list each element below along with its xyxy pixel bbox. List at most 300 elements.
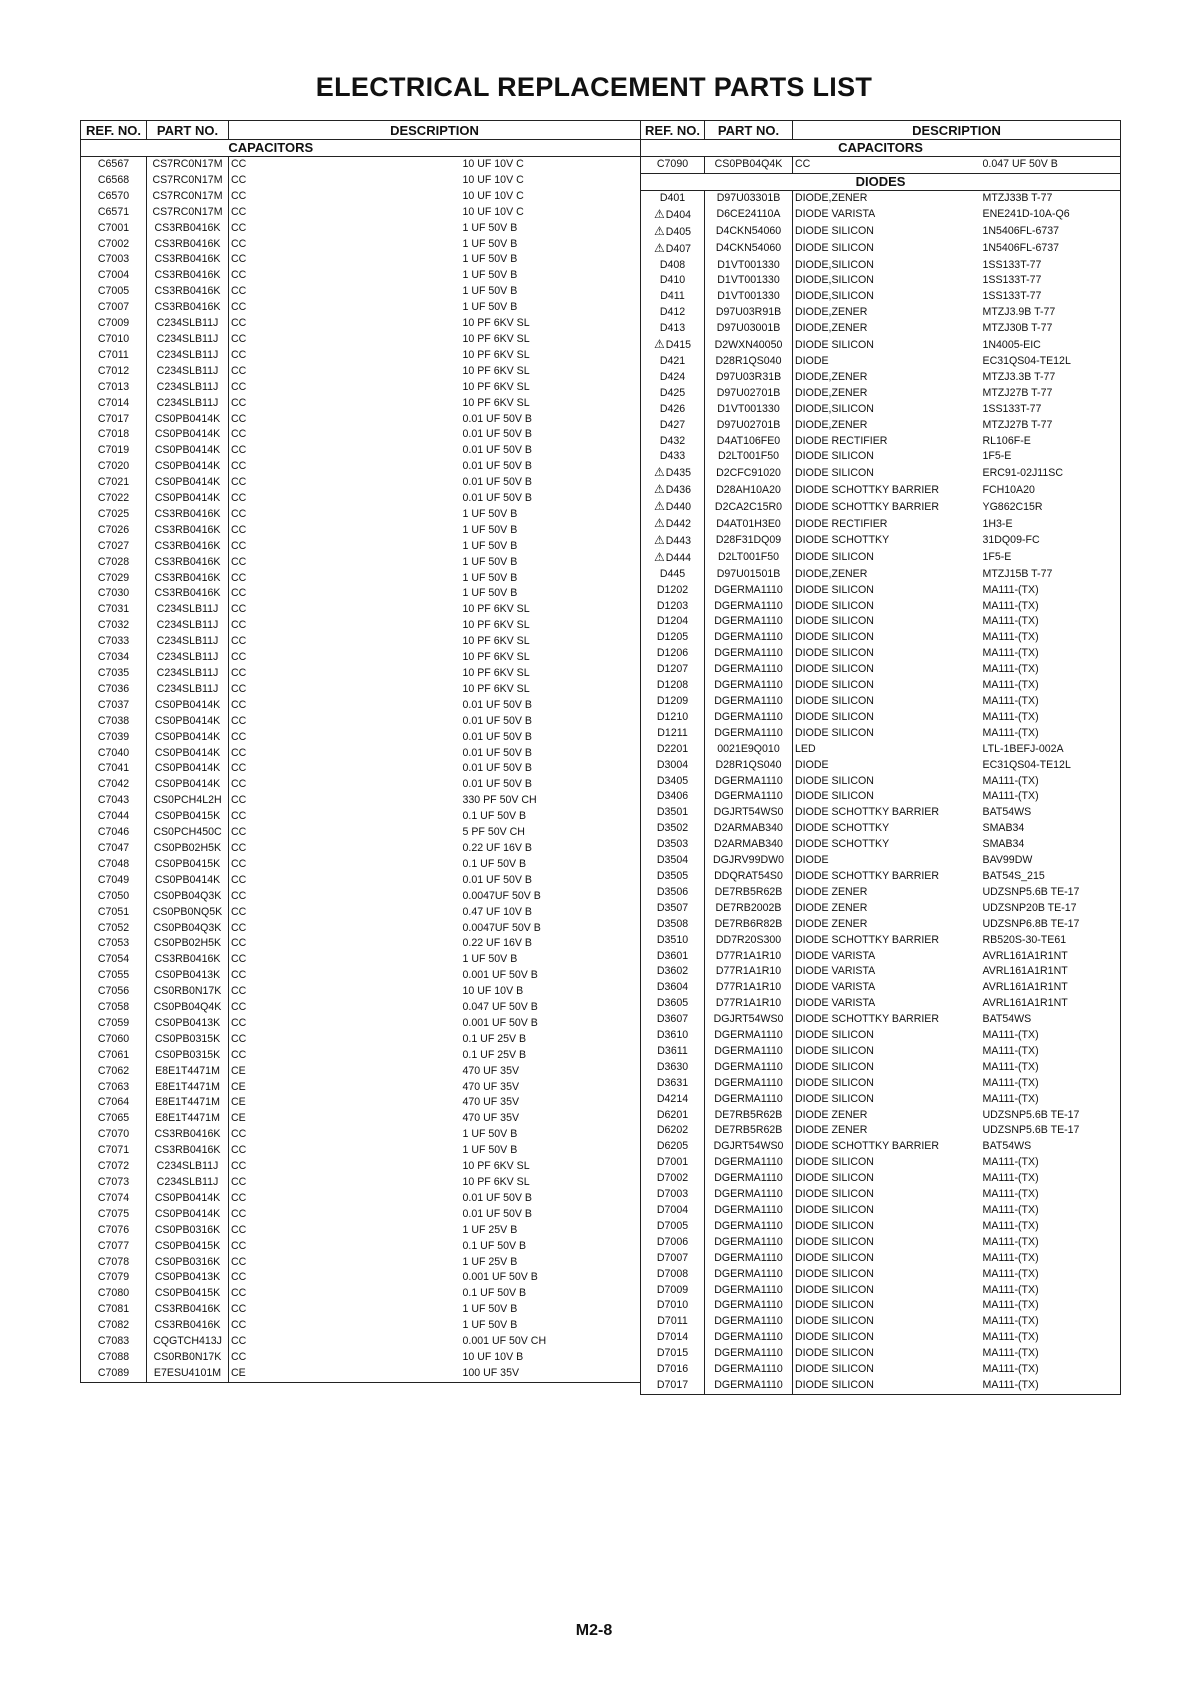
description: DIODE,ZENER [793, 305, 981, 321]
description: DIODE,ZENER [793, 567, 981, 583]
description-header: DESCRIPTION [793, 121, 1121, 140]
description: DIODE SILICON [793, 630, 981, 646]
part-no: DGERMA1110 [705, 710, 793, 726]
value: MA111-(TX) [982, 726, 1039, 739]
ref-no: C7001 [81, 221, 147, 237]
description: DIODE SILICON [793, 678, 981, 694]
part-no: D2LT001F50 [705, 449, 793, 465]
value: MTZJ15B T-77 [982, 567, 1053, 580]
ref-no-text: D7017 [656, 1378, 689, 1391]
table-row [81, 1286, 641, 1302]
value: 1 UF 50V B [462, 253, 518, 266]
table-row [641, 224, 1121, 241]
ref-no-text: D3506 [656, 885, 689, 898]
value: EC31QS04-TE12L [982, 354, 1071, 367]
ref-no-text: D7016 [656, 1363, 689, 1376]
part-no: E8E1T4471M [147, 1064, 229, 1080]
description: CC [229, 412, 461, 428]
table-row [81, 157, 641, 173]
part-no: CS3RB0416K [147, 1143, 229, 1159]
description: CC [229, 1334, 461, 1350]
ref-no [641, 678, 705, 694]
table-row [81, 189, 641, 205]
ref-no [641, 1346, 705, 1362]
table-row [81, 205, 641, 221]
ref-no-text: D3605 [656, 997, 689, 1010]
description: CC [229, 205, 461, 221]
ref-no [641, 805, 705, 821]
description: DIODE ZENER [793, 1108, 981, 1124]
part-no: CS0PB0414K [147, 777, 229, 793]
ref-no-text: D3004 [656, 758, 689, 771]
description: CC [229, 427, 461, 443]
ref-no-text: D3607 [656, 1013, 689, 1026]
table-row [641, 599, 1121, 615]
description: CE [229, 1111, 461, 1127]
ref-no [641, 726, 705, 742]
value: SMAB34 [982, 822, 1025, 835]
value: MA111-(TX) [982, 1076, 1039, 1089]
ref-no: C7039 [81, 730, 147, 746]
value: 0.01 UF 50V B [462, 476, 532, 489]
part-no: D4CKN54060 [705, 224, 793, 241]
table-row [81, 1191, 641, 1207]
part-no: C234SLB11J [147, 364, 229, 380]
ref-no: C7060 [81, 1032, 147, 1048]
section-title: CAPACITORS [81, 140, 461, 157]
value: 0.1 UF 50V B [462, 810, 527, 823]
description: CC [229, 1302, 461, 1318]
description: CC [229, 889, 461, 905]
part-no: CS3RB0416K [147, 221, 229, 237]
part-no: CS0PB0414K [147, 475, 229, 491]
table-row [81, 491, 641, 507]
value: 0.001 UF 50V B [462, 1271, 538, 1284]
table-row [641, 1219, 1121, 1235]
table-row [641, 853, 1121, 869]
value: 1 UF 50V B [462, 1303, 518, 1316]
ref-no [641, 258, 705, 274]
page-title: ELECTRICAL REPLACEMENT PARTS LIST [315, 72, 873, 102]
table-row [641, 354, 1121, 370]
table-row [81, 1255, 641, 1271]
ref-no [641, 1076, 705, 1092]
description: DIODE SILICON [793, 662, 981, 678]
description: DIODE SILICON [793, 1076, 981, 1092]
value: 0.001 UF 50V CH [462, 1335, 547, 1348]
description: DIODE SILICON [793, 1028, 981, 1044]
ref-no [641, 1028, 705, 1044]
part-no: DE7RB5R62B [705, 1108, 793, 1124]
ref-no [641, 662, 705, 678]
description: CC [229, 618, 461, 634]
value: MA111-(TX) [982, 1315, 1039, 1328]
table-row [641, 789, 1121, 805]
value: 0.047 UF 50V B [462, 1001, 538, 1014]
ref-no-header: REF. NO. [81, 121, 147, 140]
description: DIODE VARISTA [793, 996, 981, 1012]
value: MA111-(TX) [982, 1060, 1039, 1073]
value: 0.01 UF 50V B [462, 778, 532, 791]
ref-no: C7027 [81, 539, 147, 555]
value: 0.01 UF 50V B [462, 873, 532, 886]
description: CC [229, 1286, 461, 1302]
value: BAT54WS [982, 806, 1032, 819]
ref-no [641, 853, 705, 869]
ref-no [641, 1155, 705, 1171]
ref-no: C7078 [81, 1255, 147, 1271]
table-row [641, 1139, 1121, 1155]
value: 1SS133T-77 [982, 290, 1042, 303]
ref-no: C7049 [81, 873, 147, 889]
part-no: D1VT001330 [705, 273, 793, 289]
description: CC [229, 1143, 461, 1159]
ref-no [641, 774, 705, 790]
part-no: CS3RB0416K [147, 237, 229, 253]
table-row [81, 921, 641, 937]
ref-no [641, 710, 705, 726]
part-no: CS0PB0414K [147, 459, 229, 475]
part-no: D97U03301B [705, 190, 793, 206]
part-no: CS3RB0416K [147, 284, 229, 300]
value: 1 UF 50V B [462, 953, 518, 966]
description: DIODE,SILICON [793, 258, 981, 274]
part-no: DGERMA1110 [705, 1378, 793, 1394]
part-no: CS3RB0416K [147, 252, 229, 268]
description: CC [229, 905, 461, 921]
description: CC [229, 714, 461, 730]
ref-no: C7076 [81, 1223, 147, 1239]
part-no: CS0PB0414K [147, 730, 229, 746]
ref-no-text: D3502 [656, 822, 689, 835]
part-no: CS0PB0414K [147, 491, 229, 507]
ref-no [641, 1219, 705, 1235]
description: DIODE SILICON [793, 1251, 981, 1267]
table-row [641, 837, 1121, 853]
part-no: C234SLB11J [147, 1175, 229, 1191]
part-no: DGERMA1110 [705, 1219, 793, 1235]
value: BAV99DW [982, 854, 1033, 867]
value: 0.1 UF 50V B [462, 857, 527, 870]
value: 1 UF 50V B [462, 555, 518, 568]
part-no: D28F31DQ09 [705, 533, 793, 550]
ref-no-text: D442 [665, 518, 692, 531]
table-row [641, 550, 1121, 567]
table-row [641, 305, 1121, 321]
value: 0.01 UF 50V B [462, 460, 532, 473]
ref-no: C7040 [81, 746, 147, 762]
ref-no: C7009 [81, 316, 147, 332]
ref-no [641, 370, 705, 386]
table-row [641, 1012, 1121, 1028]
ref-no-text: D7002 [656, 1172, 689, 1185]
part-no: CS0PB0413K [147, 1270, 229, 1286]
ref-no [641, 1235, 705, 1251]
part-no: E8E1T4471M [147, 1111, 229, 1127]
description: DIODE VARISTA [793, 964, 981, 980]
value: 10 PF 6KV SL [462, 651, 530, 664]
description: CE [229, 1064, 461, 1080]
ref-no: C7072 [81, 1159, 147, 1175]
value: 0.01 UF 50V B [462, 444, 532, 457]
part-no: D97U03001B [705, 321, 793, 337]
part-no: D4CKN54060 [705, 241, 793, 258]
ref-no [641, 614, 705, 630]
table-row [81, 475, 641, 491]
part-no: DGERMA1110 [705, 583, 793, 599]
table-row [81, 348, 641, 364]
value: MA111-(TX) [982, 695, 1039, 707]
description: CC [229, 1032, 461, 1048]
table-row [81, 905, 641, 921]
ref-no: C7053 [81, 936, 147, 952]
description: DIODE SILICON [793, 224, 981, 241]
value: 1 UF 25V B [462, 1223, 518, 1236]
ref-no: C7055 [81, 968, 147, 984]
ref-no [641, 567, 705, 583]
value: 10 UF 10V C [462, 189, 524, 202]
value: 470 UF 35V [462, 1096, 520, 1109]
part-no: D77R1A1R10 [705, 964, 793, 980]
value: 0.047 UF 50V B [982, 158, 1058, 170]
table-row [641, 1330, 1121, 1346]
ref-no [641, 499, 705, 516]
ref-no [641, 1171, 705, 1187]
description: CC [229, 809, 461, 825]
ref-no-text: D3510 [656, 933, 689, 946]
description: DIODE VARISTA [793, 949, 981, 965]
description: CC [229, 857, 461, 873]
table-row [81, 1143, 641, 1159]
description: CC [229, 252, 461, 268]
ref-no [641, 646, 705, 662]
description: DIODE SILICON [793, 1314, 981, 1330]
table-row [81, 1095, 641, 1111]
description: DIODE SILICON [793, 465, 981, 482]
ref-no [641, 599, 705, 615]
description: DIODE SCHOTTKY BARRIER [793, 482, 981, 499]
part-no: DGERMA1110 [705, 599, 793, 615]
ref-no [641, 434, 705, 450]
description: CC [229, 189, 461, 205]
table-row [641, 917, 1121, 933]
table-row [641, 567, 1121, 583]
value: 5 PF 50V CH [462, 826, 525, 839]
table-row [81, 857, 641, 873]
ref-no [641, 630, 705, 646]
value: UDZSNP5.6B TE-17 [982, 1108, 1080, 1121]
part-no: DDQRAT54S0 [705, 869, 793, 885]
part-no: DGERMA1110 [705, 662, 793, 678]
value: 10 PF 6KV SL [462, 348, 530, 361]
table-row [641, 949, 1121, 965]
ref-no: C7003 [81, 252, 147, 268]
table-row [641, 402, 1121, 418]
ref-no [641, 224, 705, 241]
part-no: D2ARMAB340 [705, 821, 793, 837]
description: CC [229, 1127, 461, 1143]
part-no: CS0PCH450C [147, 825, 229, 841]
ref-no: C7037 [81, 698, 147, 714]
ref-no-text: D426 [659, 402, 686, 415]
ref-no: C7059 [81, 1016, 147, 1032]
table-row [81, 634, 641, 650]
part-no: C234SLB11J [147, 666, 229, 682]
description: DIODE SILICON [793, 614, 981, 630]
part-no: CS0PB0414K [147, 1191, 229, 1207]
part-no: E8E1T4471M [147, 1095, 229, 1111]
table-row [641, 1187, 1121, 1203]
value: 470 UF 35V [462, 1064, 520, 1077]
table-row [81, 1350, 641, 1366]
description: DIODE SILICON [793, 1092, 981, 1108]
table-row [81, 682, 641, 698]
safety-warning-icon: ⚠ [653, 532, 665, 547]
ref-no: C7020 [81, 459, 147, 475]
ref-no-text: D7003 [656, 1188, 689, 1201]
part-no: D28R1QS040 [705, 354, 793, 370]
description: CC [229, 746, 461, 762]
ref-no [641, 337, 705, 354]
ref-no: C7082 [81, 1318, 147, 1334]
value: MA111-(TX) [982, 1378, 1039, 1391]
description: DIODE SILICON [793, 774, 981, 790]
ref-no-text: D410 [659, 274, 686, 287]
part-no: CS3RB0416K [147, 539, 229, 555]
part-no: CS0PB0NQ5K [147, 905, 229, 921]
value: UDZSNP6.8B TE-17 [982, 917, 1080, 930]
description: CC [229, 602, 461, 618]
part-no: DGERMA1110 [705, 789, 793, 805]
description: CC [229, 1159, 461, 1175]
description: CC [229, 1239, 461, 1255]
value: MA111-(TX) [982, 790, 1039, 803]
description: DIODE VARISTA [793, 207, 981, 224]
ref-no-text: D3508 [656, 917, 689, 930]
value: 10 PF 6KV SL [462, 396, 530, 409]
value: 1 UF 50V B [462, 571, 518, 584]
ref-no: C7047 [81, 841, 147, 857]
ref-no-text: D408 [659, 258, 686, 271]
table-row [641, 742, 1121, 758]
description: DIODE SILICON [793, 1203, 981, 1219]
part-no: D97U02701B [705, 386, 793, 402]
description: DIODE SILICON [793, 599, 981, 615]
part-no: D28R1QS040 [705, 758, 793, 774]
value: AVRL161A1R1NT [982, 997, 1068, 1010]
table-row [641, 821, 1121, 837]
description: DIODE,SILICON [793, 273, 981, 289]
table-header-row [641, 121, 1121, 140]
ref-no [641, 694, 705, 710]
table-row [641, 465, 1121, 482]
value: 0.1 UF 50V B [462, 1287, 527, 1300]
description: CC [229, 650, 461, 666]
description: DIODE SILICON [793, 1155, 981, 1171]
ref-no-text: D7010 [656, 1299, 689, 1312]
ref-no: C7054 [81, 952, 147, 968]
table-row [81, 284, 641, 300]
ref-no [641, 901, 705, 917]
ref-no: C7044 [81, 809, 147, 825]
description: CC [229, 332, 461, 348]
part-no: CS0PB0415K [147, 809, 229, 825]
ref-no [641, 1092, 705, 1108]
ref-no [641, 1187, 705, 1203]
table-row [81, 252, 641, 268]
description: CC [229, 1191, 461, 1207]
ref-no [641, 190, 705, 206]
ref-no-text: D7008 [656, 1267, 689, 1280]
ref-no: C7070 [81, 1127, 147, 1143]
ref-no [641, 996, 705, 1012]
part-no: CS0PB0414K [147, 698, 229, 714]
section-header-capacitors [81, 140, 641, 157]
part-no: CS0PB0415K [147, 1239, 229, 1255]
ref-no: C7081 [81, 1302, 147, 1318]
ref-no: C7022 [81, 491, 147, 507]
part-no: CS0PB0315K [147, 1032, 229, 1048]
value: AVRL161A1R1NT [982, 965, 1068, 978]
description: DIODE SILICON [793, 1378, 981, 1394]
table-row [641, 774, 1121, 790]
ref-no [641, 1283, 705, 1299]
description: CC [229, 268, 461, 284]
value: MTZJ27B T-77 [982, 418, 1053, 431]
ref-no-text: D6202 [656, 1124, 689, 1137]
table-row [641, 434, 1121, 450]
ref-no [641, 1203, 705, 1219]
table-row [81, 427, 641, 443]
value: MA111-(TX) [982, 1044, 1039, 1057]
ref-no [641, 482, 705, 499]
description: DIODE [793, 354, 981, 370]
value: UDZSNP5.6B TE-17 [982, 885, 1080, 898]
ref-no: C7063 [81, 1080, 147, 1096]
ref-no [641, 917, 705, 933]
ref-no [641, 418, 705, 434]
description: DIODE SILICON [793, 1187, 981, 1203]
ref-no [641, 1330, 705, 1346]
ref-no-text: D401 [659, 191, 686, 204]
ref-no-text: D407 [665, 242, 692, 255]
value: 1H3-E [982, 517, 1013, 530]
description: CC [229, 730, 461, 746]
value: 1SS133T-77 [982, 258, 1042, 271]
table-row [641, 964, 1121, 980]
section-header-capacitors [641, 140, 1121, 157]
table-row [641, 758, 1121, 774]
part-no: D77R1A1R10 [705, 996, 793, 1012]
value: LTL-1BEFJ-002A [982, 742, 1064, 755]
value: 10 PF 6KV SL [462, 682, 530, 695]
part-no: CS0PB0414K [147, 1207, 229, 1223]
table-row [641, 289, 1121, 305]
table-row [81, 777, 641, 793]
part-no: DGERMA1110 [705, 646, 793, 662]
ref-no: C7051 [81, 905, 147, 921]
ref-no [641, 533, 705, 550]
part-no: C234SLB11J [147, 634, 229, 650]
value: 0.01 UF 50V B [462, 714, 532, 727]
ref-no: C7083 [81, 1334, 147, 1350]
table-row [81, 1127, 641, 1143]
description: DIODE SILICON [793, 1267, 981, 1283]
part-no: DGERMA1110 [705, 1251, 793, 1267]
part-no: DGERMA1110 [705, 1155, 793, 1171]
value: ERC91-02J11SC [982, 466, 1063, 479]
ref-no: C7050 [81, 889, 147, 905]
